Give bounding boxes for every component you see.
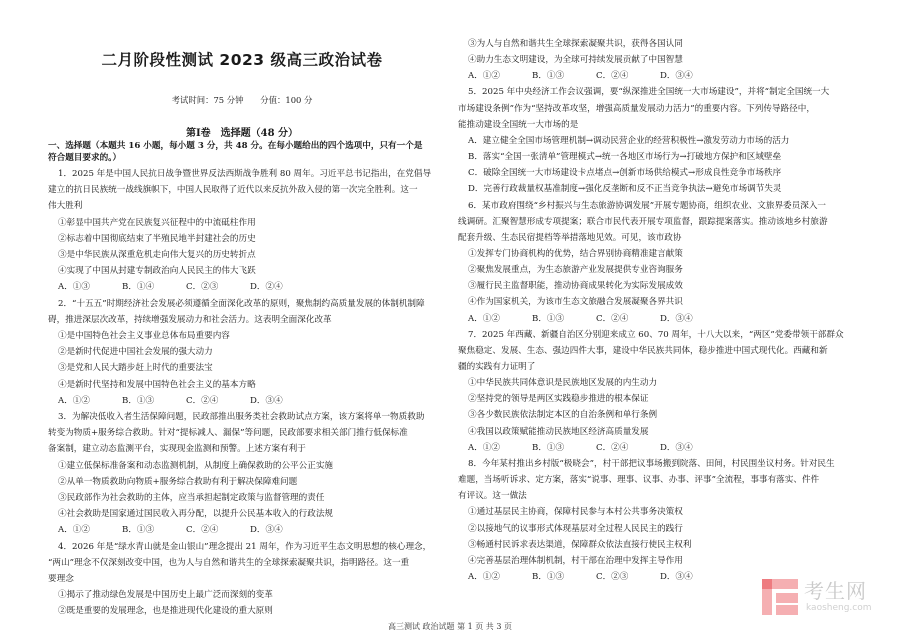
section-heading-cont: 符合题目要求的。） — [48, 153, 122, 163]
question-line: ③履行民主监督职能，推动协商成果转化为实际发展成效 — [468, 281, 683, 292]
question-line: 伟大胜利 — [48, 201, 83, 212]
question-line: 难题，当场听诉求、定方案，落实“说事、理事、议事、办事、评事”全流程，事事有落实、件件 — [458, 475, 820, 486]
question-line: D．完善行政裁量权基准制度→强化反垄断和反不正当竞争执法→避免市场调节失灵 — [468, 184, 782, 195]
answer-options — [468, 442, 724, 454]
answer-option: C．②④ — [596, 71, 629, 82]
question-line: ③民政部作为社会救助的主体，应当承担起制定政策与监督管理的责任 — [58, 493, 325, 503]
question-line: ④完善基层治理体制机制，村干部在治理中发挥主导作用 — [468, 555, 683, 566]
answer-option: D．③④ — [250, 395, 283, 406]
answer-option: A．①③ — [58, 282, 90, 293]
question-line: ①通过基层民主协商，保障村民参与本村公共事务决策权 — [468, 507, 683, 518]
question-line: 聚焦稳定、发展、生态、强边四件大事，建设中华民族共同体，稳步推进中国式现代化。西藏和新 — [458, 345, 828, 356]
question-line: ①发挥专门协商机构的优势，结合界别协商精准建言献策 — [468, 248, 683, 259]
question-line: ④助力生态文明建设，为全球可持续发展贡献了中国智慧 — [468, 55, 683, 66]
question-line: ①彰显中国共产党在民族复兴征程中的中流砥柱作用 — [58, 217, 256, 228]
question-line: 要理念 — [48, 574, 74, 584]
question-line: 6．某市政府围绕“乡村振兴与生态旅游协调发展”开展专题协商，组织农业、文旅界委员深入一 — [468, 200, 827, 211]
question-line: ④作为国家机关，为该市生态文旅融合发展凝聚各界共识 — [468, 297, 683, 308]
answer-option: C．②④ — [596, 313, 629, 324]
answer-options — [468, 571, 724, 583]
question-line: ③为人与自然和谐共生全球探索凝聚共识，获得各国认同 — [468, 39, 683, 49]
answer-option: C．②④ — [596, 442, 629, 453]
question-line: ③是中华民族从深重危机走向伟大复兴的历史转折点 — [58, 250, 256, 260]
question-line: ②从单一物质救助向物质+服务综合救助有利于解决保障难问题 — [58, 476, 298, 487]
answer-option: B．①③ — [532, 313, 565, 324]
question-line: ④是新时代坚持和发展中国特色社会主义的基本方略 — [58, 379, 256, 390]
answer-option: A．①② — [468, 313, 500, 324]
answer-option: D．②④ — [250, 282, 283, 293]
answer-option: C．②④ — [186, 395, 219, 406]
question-line: ②坚持党的领导是两区实践稳步推进的根本保证 — [468, 394, 649, 405]
question-line: 碍，推进深层次改革，持续增强发展动力和社会活力。这表明全面深化改革 — [48, 314, 332, 325]
question-line: ②标志着中国彻底结束了半殖民地半封建社会的历史 — [58, 233, 256, 244]
question-line: ①建立低保标准备案和动态监测机制，从制度上确保救助的公平公正实施 — [58, 460, 334, 471]
question-line: 市场建设条例”作为“坚持改革攻坚，增强高质量发展动力活力”的重要内容。下列传导路径中， — [458, 103, 815, 114]
question-line: 能推动建设全国统一大市场的是 — [458, 119, 579, 130]
answer-option: A．①② — [468, 442, 500, 453]
question-line: 备案制，建立动态监测平台，实现现金监测和预警。上述方案有利于 — [48, 444, 306, 455]
page-title: 二月阶段性测试 2023 级高三政治试卷 — [101, 51, 383, 69]
answer-option: B．①③ — [532, 71, 565, 82]
answer-option: C．②③ — [596, 571, 629, 582]
question-line: 有评议。这一做法 — [458, 491, 527, 502]
question-line: 7．2025 年西藏、新疆自治区分别迎来成立 60、70 周年，十八大以来，“两区”党委带领干部群众 — [468, 329, 844, 340]
question-line: B．落实“全国一张清单”管理模式→统一各地区市场行为→打破地方保护和区域壁垒 — [468, 152, 782, 163]
question-line: 3．为解决低收入者生活保障问题，民政部推出服务类社会救助试点方案，该方案将单一物质救助 — [58, 412, 425, 422]
answer-options — [58, 281, 314, 293]
question-line: ②是新时代促进中国社会发展的强大动力 — [58, 347, 213, 358]
answer-option: B．①③ — [122, 395, 155, 406]
watermark — [760, 575, 880, 623]
question-line: 转变为物质+服务综合救助。针对“提标减人、漏保”等问题，民政部要求相关部门推行低保标准 — [48, 428, 408, 439]
answer-option: B．①③ — [532, 571, 565, 582]
answer-option: A．①② — [468, 571, 500, 582]
answer-options — [58, 524, 314, 536]
answer-option: C．②④ — [186, 525, 219, 536]
answer-options — [468, 70, 724, 82]
question-line: ①中华民族共同体意识是民族地区发展的内生动力 — [468, 378, 658, 389]
section-heading: 一、选择题（本题共 16 小题，每小题 3 分，共 48 分。在每小题给出的四个选项中，只有一个是 — [48, 141, 423, 151]
watermark-logo-icon — [760, 577, 800, 617]
question-line: ④我国以政策赋能推动民族地区经济高质量发展 — [468, 426, 649, 437]
question-line: 8．今年某村推出乡村版“极晓会”，村干部把议事场搬到院落、田间，村民围坐议村务。针对民生 — [468, 458, 835, 469]
question-line: ④实现了中国从封建专制政治向人民民主的伟大飞跃 — [58, 266, 256, 277]
watermark-name: 考生网 — [804, 579, 867, 603]
question-line: 疆的实践有力证明了 — [458, 362, 536, 372]
answer-option: D．③④ — [660, 571, 693, 582]
question-line: ①揭示了推动绿色发展是中国历史上最广泛而深刻的变革 — [58, 590, 273, 601]
answer-option: C．②③ — [186, 282, 219, 293]
answer-option: A．①② — [58, 395, 90, 406]
answer-option: D．③④ — [660, 313, 693, 324]
question-line: “两山”理念不仅深刻改变中国，也为人与自然和谐共生的全球探索凝聚共识，指明路径。这一重 — [48, 557, 410, 568]
question-line: 5．2025 年中央经济工作会议强调，要“纵深推进全国统一大市场建设”，并将“制定全国统一大 — [468, 87, 830, 98]
question-line: ②以接地气的议事形式体现基层对全过程人民民主的践行 — [468, 523, 683, 534]
exam-info: 考试时间：75 分钟 分值：100 分 — [171, 95, 313, 105]
answer-option: A．①② — [58, 525, 90, 536]
question-line: 线调研。汇聚智慧形成专项提案；联合市民代表开展专项监督，跟踪提案落实。推动该地乡村旅游 — [458, 216, 828, 227]
page-footer: 高三测试 政治试题 第 1 页 共 3 页 — [388, 622, 512, 631]
answer-option: D．③④ — [250, 525, 283, 536]
answer-option: A．①② — [468, 71, 500, 82]
watermark-url: kaosheng.com — [806, 603, 872, 613]
question-line: ③是党和人民大踏步赶上时代的重要法宝 — [58, 363, 213, 374]
question-line: A．建立健全全国市场管理机制→调动民营企业的经营积极性→激发劳动力市场的活力 — [468, 135, 790, 146]
answer-option: D．③④ — [660, 442, 693, 453]
answer-option: B．①③ — [122, 525, 155, 536]
answer-option: D．③④ — [660, 71, 693, 82]
question-line: ③各少数民族依法制定本区的自治条例和单行条例 — [468, 410, 658, 421]
answer-options — [468, 313, 724, 325]
question-line: 4．2026 年是“绿水青山就是金山银山”理念提出 21 周年，作为习近平生态文明思想的核心理念， — [58, 541, 432, 552]
question-line: ②聚焦发展重点，为生态旅游产业发展提供专业咨询服务 — [468, 265, 683, 276]
question-line: ④社会救助是国家通过国民收入再分配，以提升公民基本收入的行政法规 — [58, 509, 334, 520]
question-line: 建立的抗日民族统一战线旗帜下，中国人民取得了近代以来反抗外敌入侵的第一次完全胜利。这一 — [48, 185, 418, 196]
question-line: C．破除全国统一大市场建设卡点堵点→创新市场供给模式→形成良性竞争市场秩序 — [468, 168, 782, 179]
answer-options — [58, 395, 314, 407]
question-line: 2．“十五五”时期经济社会发展必须遵循全面深化改革的原则，聚焦制约高质量发展的体制机制障 — [58, 298, 425, 309]
question-line: 1．2025 年是中国人民抗日战争暨世界反法西斯战争胜利 80 周年。习近平总书记指出，在党倡导 — [58, 169, 432, 179]
answer-option: B．①④ — [122, 282, 155, 293]
question-line: ②既是重要的发展理念，也是推进现代化建设的重大原则 — [58, 606, 273, 617]
answer-option: B．①③ — [532, 442, 565, 453]
question-line: ①是中国特色社会主义事业总体布局重要内容 — [58, 331, 230, 341]
question-line: 配套升级、生态民宿提档等举措落地见效。可见，该市政协 — [458, 232, 682, 243]
part-title: 第Ⅰ卷 选择题（48 分） — [185, 128, 299, 139]
question-line: ③畅通村民诉求表达渠道，保障群众依法直接行使民主权利 — [468, 539, 692, 550]
